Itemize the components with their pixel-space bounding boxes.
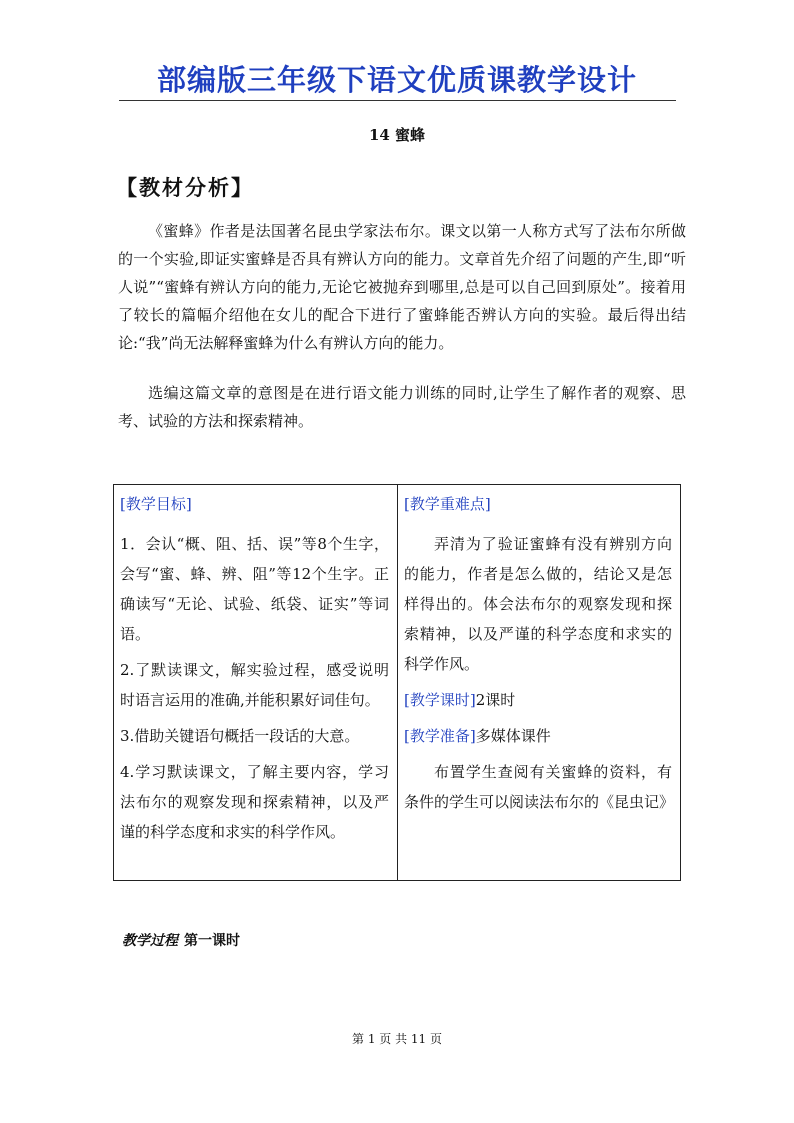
preparation-value: 多媒体课件 (475, 727, 551, 745)
key-points-label: [教学重难点] (404, 495, 491, 513)
teaching-goal-item: 3.借助关键语句概括一段话的大意。 (120, 727, 360, 745)
class-hours-label: [教学课时] (404, 691, 476, 709)
analysis-paragraph-1: 《蜜蜂》作者是法国著名昆虫学家法布尔。课文以第一人称方式写了法布尔所做的一个实验,即证实蜜蜂是否具有辨认方向的能力。文章首先介绍了问题的产生,即“听人说”“蜜蜂有辨认方向的能力,无论它被抛弃到哪里,总是可以自己回到原处”。接着用了较长的篇幅介绍他在女儿的配合下进行了蜜蜂能否辨认方向的实验。最后得出结论:“我”尚无法解释蜜蜂为什么有辨认方向的能力。 (118, 222, 686, 352)
key-points-text: 弄清为了验证蜜蜂有没有辨别方向的能力，作者是怎么做的，结论又是怎样得出的。体会法布尔的观察发现和探索精神，以及严谨的科学态度和求实的科学作风。 (404, 535, 672, 673)
analysis-paragraph-2: 选编这篇文章的意图是在进行语文能力训练的同时,让学生了解作者的观察、思考、试验的方法和探索精神。 (118, 384, 686, 430)
teaching-goals-label: [教学目标] (120, 495, 192, 513)
teaching-goals-cell (114, 485, 398, 880)
section-heading-analysis: 【教材分析】 (116, 175, 254, 200)
preparation-text: 布置学生查阅有关蜜蜂的资料，有条件的学生可以阅读法布尔的《昆虫记》 (404, 763, 675, 811)
page-footer: 第 1 页 共 11 页 (352, 1032, 442, 1046)
class-hours-row (404, 685, 672, 715)
process-period-label: 第一课时 (184, 933, 240, 949)
teaching-goal-item: 2.了默读课文，解实验过程，感受说明时语言运用的准确,并能积累好词佳句。 (120, 661, 389, 709)
class-hours-value: 2课时 (475, 691, 516, 709)
process-heading-label: 教学过程 (122, 933, 178, 949)
preparation-label: [教学准备] (404, 727, 476, 745)
teaching-goal-item: 4.学习默读课文，了解主要内容，学习法布尔的观察发现和探索精神，以及严谨的科学态度和求实的科学作风。 (120, 763, 389, 841)
teaching-info-table (113, 484, 681, 881)
lesson-title: 14 蜜蜂 (368, 126, 426, 144)
preparation-row (404, 721, 672, 751)
page-title: 部编版三年级下语文优质课教学设计 (156, 63, 637, 97)
teaching-key-cell (398, 485, 680, 880)
title-rule (119, 100, 676, 101)
teaching-goal-item: 1．会认“概、阻、括、误”等8个生字，会写“蜜、蜂、辨、阻”等12个生字。正确读写“无论、试验、纸袋、证实”等词语。 (120, 535, 389, 643)
process-heading (122, 930, 240, 950)
